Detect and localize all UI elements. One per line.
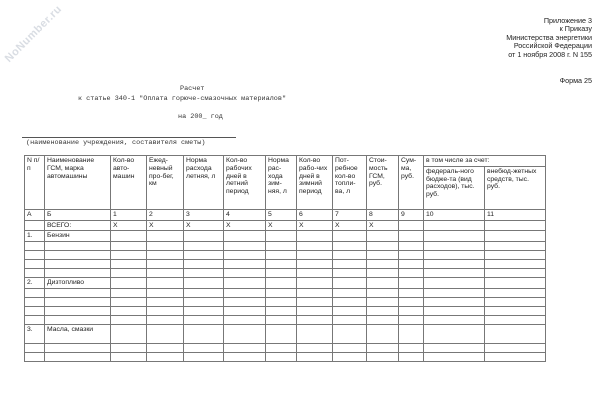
table-cell: [333, 242, 367, 251]
total-cell: [485, 220, 546, 231]
table-cell: [399, 297, 424, 306]
total-cell: Х: [333, 220, 367, 231]
column-number: 2: [147, 209, 184, 220]
table-cell: [424, 306, 485, 315]
table-cell: [224, 306, 266, 315]
table-cell: [297, 242, 333, 251]
column-header: Сум-ма, руб.: [399, 156, 424, 210]
table-cell: [297, 324, 333, 343]
table-cell: [297, 306, 333, 315]
table-cell: [45, 251, 111, 260]
table-cell: [333, 352, 367, 361]
table-cell: [266, 306, 297, 315]
table-cell: [184, 251, 224, 260]
table-cell: [333, 315, 367, 324]
header-row: [25, 156, 546, 167]
table-cell: [297, 260, 333, 269]
table-cell: [45, 297, 111, 306]
table-cell: [399, 260, 424, 269]
table-cell: [184, 315, 224, 324]
section-row: [25, 324, 546, 343]
table-cell: [266, 297, 297, 306]
table-cell: [45, 343, 111, 352]
table-cell: [224, 297, 266, 306]
section-name: Масла, смазки: [45, 324, 111, 343]
column-number: 3: [184, 209, 224, 220]
appendix-line: Приложение 3: [543, 16, 592, 25]
table-cell: [224, 251, 266, 260]
column-number: 10: [424, 209, 485, 220]
table-cell: [184, 352, 224, 361]
table-cell: [297, 231, 333, 242]
blank-row: [25, 352, 546, 361]
section-row: [25, 231, 546, 242]
total-cell: Х: [147, 220, 184, 231]
table-cell: [297, 269, 333, 278]
table-cell: [399, 352, 424, 361]
table-cell: [424, 288, 485, 297]
table-cell: [333, 343, 367, 352]
section-name: Бензин: [45, 231, 111, 242]
table-cell: [111, 315, 147, 324]
table-cell: [266, 288, 297, 297]
section-row: [25, 278, 546, 289]
table-cell: [224, 269, 266, 278]
table-cell: [25, 251, 45, 260]
table-cell: [333, 288, 367, 297]
table-cell: [424, 297, 485, 306]
table-cell: [266, 343, 297, 352]
table-cell: [297, 278, 333, 289]
column-header: внебюд-жетных средств, тыс. руб.: [485, 166, 546, 209]
column-number: 1: [111, 209, 147, 220]
table-cell: [485, 242, 546, 251]
column-number: 4: [224, 209, 266, 220]
table-cell: [111, 278, 147, 289]
appendix-note: [506, 17, 592, 59]
table-cell: [45, 306, 111, 315]
appendix-line: Министерства энергетики: [506, 32, 592, 42]
table-cell: [147, 288, 184, 297]
table-cell: [224, 278, 266, 289]
table-cell: [424, 269, 485, 278]
table-cell: [367, 231, 399, 242]
section-name: Дизтопливо: [45, 278, 111, 289]
table-cell: [266, 269, 297, 278]
fuel-calculation-table: [24, 155, 546, 362]
table-cell: [25, 315, 45, 324]
table-cell: [424, 343, 485, 352]
table-cell: [184, 260, 224, 269]
total-row: [25, 220, 546, 231]
table-cell: [147, 324, 184, 343]
total-cell: Х: [184, 220, 224, 231]
table-cell: [485, 251, 546, 260]
table-cell: [333, 278, 367, 289]
blank-row: [25, 288, 546, 297]
total-cell: ВСЕГО:: [45, 220, 111, 231]
table-cell: [25, 260, 45, 269]
table-cell: [147, 315, 184, 324]
table-cell: [367, 242, 399, 251]
table-cell: [184, 231, 224, 242]
column-header: Стои-мость ГСМ, руб.: [367, 156, 399, 210]
table-cell: [367, 269, 399, 278]
doc-title: Расчет: [180, 85, 205, 93]
form-number: Форма 25: [559, 76, 592, 85]
table-cell: [266, 324, 297, 343]
table-cell: [367, 324, 399, 343]
total-cell: [424, 220, 485, 231]
column-header: Норма расхода летняя, л: [184, 156, 224, 210]
table-cell: [399, 242, 424, 251]
table-cell: [224, 260, 266, 269]
table-cell: [111, 352, 147, 361]
appendix-line: к Приказу: [559, 24, 592, 34]
blank-row: [25, 306, 546, 315]
table-cell: [485, 269, 546, 278]
blank-row: [25, 242, 546, 251]
table-cell: [45, 288, 111, 297]
table-cell: [111, 269, 147, 278]
table-cell: [266, 315, 297, 324]
table-cell: [25, 288, 45, 297]
table-cell: [25, 343, 45, 352]
table-cell: [184, 324, 224, 343]
table-cell: [224, 231, 266, 242]
table-cell: [147, 278, 184, 289]
blank-row: [25, 269, 546, 278]
table-cell: [399, 231, 424, 242]
column-number: 11: [485, 209, 546, 220]
table-cell: [333, 269, 367, 278]
doc-subtitle: к статье 340-1 "Оплата горюче-смазочных материалов": [78, 95, 287, 103]
table-cell: [111, 306, 147, 315]
table-cell: [485, 278, 546, 289]
column-header: Кол-во рабо-чих дней в зимний период: [297, 156, 333, 210]
table-cell: [147, 242, 184, 251]
blank-row: [25, 260, 546, 269]
column-number: А: [25, 209, 45, 220]
doc-year: на 200_ год: [178, 113, 223, 121]
table-cell: [333, 231, 367, 242]
table-cell: [333, 306, 367, 315]
table-cell: [266, 231, 297, 242]
table-cell: [224, 324, 266, 343]
table-cell: [45, 352, 111, 361]
table-cell: [424, 352, 485, 361]
table-cell: [399, 251, 424, 260]
column-header: N п/п: [25, 156, 45, 210]
table-cell: [485, 352, 546, 361]
column-number: 7: [333, 209, 367, 220]
total-cell: Х: [297, 220, 333, 231]
total-cell: Х: [367, 220, 399, 231]
table-cell: [367, 343, 399, 352]
table-cell: [333, 297, 367, 306]
table-cell: [45, 260, 111, 269]
table-cell: [424, 242, 485, 251]
table-cell: [147, 269, 184, 278]
table-cell: [367, 288, 399, 297]
table-cell: [424, 278, 485, 289]
table-cell: [111, 343, 147, 352]
table-cell: [184, 343, 224, 352]
column-number: 8: [367, 209, 399, 220]
table-cell: [147, 260, 184, 269]
column-number-row: [25, 209, 546, 220]
blank-row: [25, 343, 546, 352]
table-cell: [297, 352, 333, 361]
column-header: Пот-ребное кол-во топли-ва, л: [333, 156, 367, 210]
table-cell: [399, 288, 424, 297]
table-cell: [184, 278, 224, 289]
table-cell: [367, 352, 399, 361]
section-number: 1.: [25, 231, 45, 242]
column-number: Б: [45, 209, 111, 220]
total-cell: Х: [266, 220, 297, 231]
table-cell: [485, 231, 546, 242]
table-cell: [424, 260, 485, 269]
blank-row: [25, 251, 546, 260]
table-cell: [297, 315, 333, 324]
table-cell: [147, 231, 184, 242]
total-cell: Х: [224, 220, 266, 231]
table-cell: [25, 297, 45, 306]
total-cell: [399, 220, 424, 231]
table-cell: [111, 297, 147, 306]
table-cell: [147, 343, 184, 352]
table-cell: [297, 251, 333, 260]
column-header: Норма рас-хода зим-няя, л: [266, 156, 297, 210]
column-number: 6: [297, 209, 333, 220]
column-header: Ежед-невный про-бег, км: [147, 156, 184, 210]
table-cell: [424, 251, 485, 260]
table-cell: [266, 242, 297, 251]
table-cell: [25, 269, 45, 278]
table-cell: [224, 288, 266, 297]
table-cell: [224, 315, 266, 324]
appendix-line: от 1 ноября 2008 г. N 155: [508, 49, 592, 59]
table-cell: [266, 251, 297, 260]
table-cell: [367, 278, 399, 289]
appendix-line: Российской Федерации: [513, 41, 592, 51]
table-cell: [333, 324, 367, 343]
table-cell: [25, 352, 45, 361]
table-cell: [485, 288, 546, 297]
column-header: Кол-во рабочих дней в летний период: [224, 156, 266, 210]
table-cell: [147, 306, 184, 315]
table-cell: [111, 260, 147, 269]
org-name-caption: (наименование учреждения, составителя сметы): [26, 139, 206, 147]
org-name-line: [22, 137, 236, 138]
table-cell: [367, 297, 399, 306]
table-cell: [485, 315, 546, 324]
table-cell: [147, 251, 184, 260]
column-header: Наименование ГСМ, марка автомашины: [45, 156, 111, 210]
table-cell: [266, 278, 297, 289]
table-cell: [485, 260, 546, 269]
group-header: в том числе за счет:: [424, 156, 546, 167]
table-cell: [111, 251, 147, 260]
table-cell: [399, 315, 424, 324]
table-cell: [399, 306, 424, 315]
table-cell: [399, 324, 424, 343]
table-cell: [367, 306, 399, 315]
table-cell: [333, 260, 367, 269]
table-cell: [485, 297, 546, 306]
table-cell: [111, 242, 147, 251]
table-cell: [485, 306, 546, 315]
table-cell: [367, 260, 399, 269]
table-cell: [266, 260, 297, 269]
table-cell: [184, 242, 224, 251]
table-cell: [424, 324, 485, 343]
table-cell: [424, 315, 485, 324]
table-cell: [266, 352, 297, 361]
table-cell: [147, 297, 184, 306]
table-cell: [224, 343, 266, 352]
table-cell: [45, 315, 111, 324]
total-cell: Х: [111, 220, 147, 231]
table-cell: [333, 251, 367, 260]
table-cell: [184, 297, 224, 306]
table-cell: [399, 278, 424, 289]
table-cell: [184, 269, 224, 278]
table-cell: [485, 343, 546, 352]
table-cell: [424, 231, 485, 242]
blank-row: [25, 315, 546, 324]
table-cell: [45, 242, 111, 251]
table-cell: [367, 315, 399, 324]
table-cell: [111, 231, 147, 242]
table-cell: [224, 352, 266, 361]
table-cell: [297, 297, 333, 306]
table-cell: [224, 242, 266, 251]
table-cell: [111, 324, 147, 343]
table-cell: [45, 269, 111, 278]
section-number: 2.: [25, 278, 45, 289]
table-cell: [367, 251, 399, 260]
blank-row: [25, 297, 546, 306]
table-cell: [399, 343, 424, 352]
column-header: Кол-во авто-машин: [111, 156, 147, 210]
column-number: 5: [266, 209, 297, 220]
table-cell: [399, 269, 424, 278]
table-cell: [184, 288, 224, 297]
watermark: NoNumber.ru: [2, 3, 65, 65]
column-number: 9: [399, 209, 424, 220]
section-number: 3.: [25, 324, 45, 343]
table-cell: [147, 352, 184, 361]
table-cell: [297, 343, 333, 352]
table-cell: [111, 288, 147, 297]
table-cell: [25, 242, 45, 251]
table-cell: [485, 324, 546, 343]
total-cell: [25, 220, 45, 231]
table-cell: [184, 306, 224, 315]
column-header: федераль-ного бюдже-та (вид расходов), тыс. руб.: [424, 166, 485, 209]
table-cell: [297, 288, 333, 297]
table-cell: [25, 306, 45, 315]
